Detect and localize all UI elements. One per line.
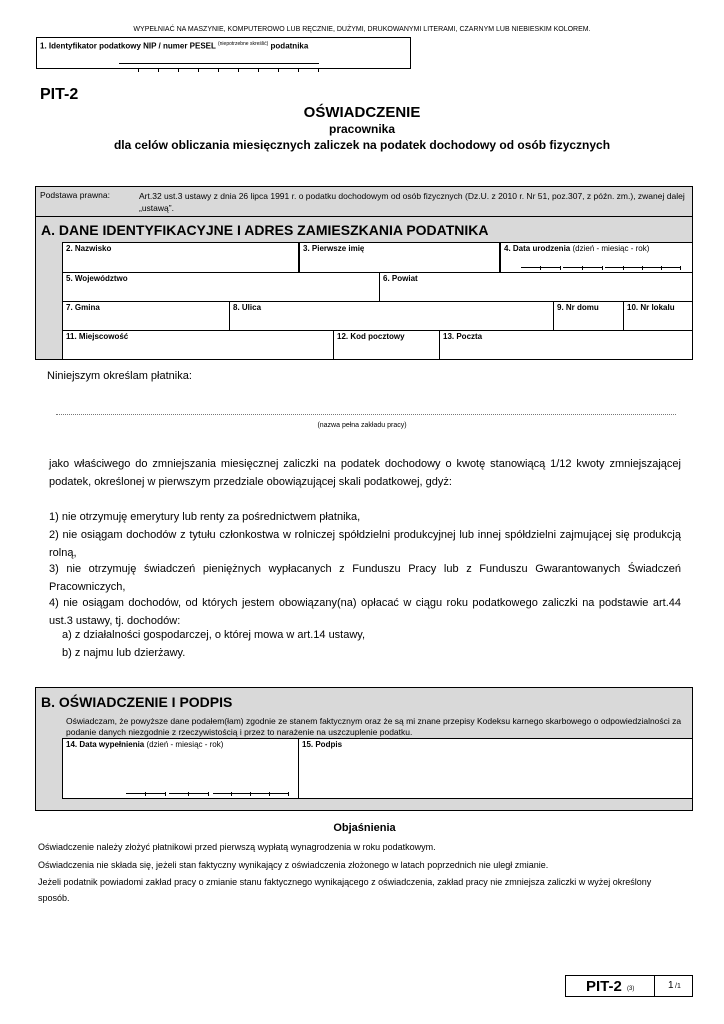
condition-4: 4) nie osiągam dochodów, od których jestem obowiązany(na) opłacać w ciągu roku podatkowego zaliczki na podstawie art.44 ust.3 ustawy, tj. dochodów: — [49, 597, 681, 627]
birth-date-label: 4. Data urodzenia — [504, 244, 571, 253]
county-field[interactable] — [379, 272, 693, 302]
form-subtitle-1: pracownika — [328, 122, 396, 136]
subcondition-a: a) z działalności gospodarczej, o której mowa w art.14 ustawy, — [62, 629, 366, 641]
first-name-label: 3. Pierwsze imię — [303, 244, 365, 253]
taxpayer-id-ticks — [119, 59, 319, 64]
legal-basis-text: Art.32 ust.3 ustawy z dnia 26 lipca 1991 r. o podatku dochodowym od osób fizycznych (Dz.U. z 2010 r. Nr 51, poz.307, z późn. zm.), zwanej dalej „ustawą”. — [139, 191, 685, 213]
birth-date-note: (dzień - miesiąc - rok) — [572, 244, 650, 253]
post-office-field[interactable] — [439, 330, 693, 360]
house-number-label: 9. Nr domu — [557, 303, 599, 312]
surname-label: 2. Nazwisko — [66, 244, 112, 253]
footer-page-number: 1 — [668, 980, 674, 991]
signature-field[interactable] — [298, 738, 693, 799]
section-b-title: B. OŚWIADCZENIE I PODPIS — [41, 694, 233, 710]
footer-form-code: PIT-2 — [586, 978, 622, 995]
explanations-title: Objaśnienia — [333, 822, 396, 834]
condition-2: 2) nie osiągam dochodów z tytułu członkostwa w rolniczej spółdzielni produkcyjnej lub innej spółdzielni zajmującej się produkcją rolną, — [49, 529, 681, 559]
birth-date-ticks — [521, 263, 561, 268]
signature-label: 15. Podpis — [302, 740, 343, 749]
municipality-field[interactable] — [62, 301, 230, 331]
taxpayer-id-note: (niepotrzebne skreślić) — [217, 41, 269, 47]
explanation-1: Oświadczenie należy złożyć płatnikowi przed pierwszą wypłatą wynagrodzenia w roku podatkowym. — [38, 842, 436, 852]
footer-box — [565, 975, 693, 997]
legal-basis-label: Podstawa prawna: — [40, 190, 110, 200]
voivodeship-field[interactable] — [62, 272, 380, 302]
employer-caption: (nazwa pełna zakładu pracy) — [317, 422, 407, 429]
street-field[interactable] — [229, 301, 554, 331]
county-label: 6. Powiat — [383, 274, 418, 283]
taxpayer-id-box[interactable] — [36, 37, 411, 69]
fill-date-field[interactable] — [62, 738, 299, 799]
fill-date-ticks — [126, 789, 166, 794]
postal-code-field[interactable] — [333, 330, 440, 360]
taxpayer-id-label: 1. Identyfikator podatkowy NIP / numer PESEL — [40, 41, 216, 51]
fill-date-label: 14. Data wypełnienia — [66, 740, 145, 749]
postal-code-label: 12. Kod pocztowy — [337, 332, 405, 341]
employer-intro: Niniejszym określam płatnika: — [47, 370, 192, 382]
form-code: PIT-2 — [40, 86, 79, 103]
subcondition-b: b) z najmu lub dzierżawy. — [62, 647, 186, 659]
declaration-text: Oświadczam, że powyższe dane podałem(łam) zgodnie ze stanem faktycznym oraz że są mi znane przepisy Kodeksu karnego skarbowego o odpowiedzialności za podanie danych niezgodnie z rzeczywistością i przez to narażenie na uszczuplenie podatku. — [66, 716, 682, 737]
apartment-number-label: 10. Nr lokalu — [627, 303, 675, 312]
form-subtitle-2: dla celów obliczania miesięcznych zaliczek na podatek dochodowy od osób fizycznych — [113, 138, 611, 152]
taxpayer-id-suffix: podatnika — [270, 41, 309, 51]
footer-page-total: /1 — [675, 983, 681, 990]
explanation-2: Oświadczenia nie składa się, jeżeli stan faktyczny wynikający z oświadczenia złożonego w latach poprzednich nie uległ zmianie. — [38, 860, 549, 870]
form-title: OŚWIADCZENIE — [303, 104, 421, 121]
footer-version: (3) — [627, 986, 635, 992]
post-office-label: 13. Poczta — [443, 332, 483, 341]
section-a-title: A. DANE IDENTYFIKACYJNE I ADRES ZAMIESZKANIA PODATNIKA — [41, 222, 489, 238]
surname-field[interactable] — [62, 242, 299, 273]
fill-instruction: WYPEŁNIAĆ NA MASZYNIE, KOMPUTEROWO LUB RĘCZNIE, DUŻYMI, DRUKOWANYMI LITERAMI, CZARNYM LUB NIEBIESKIM KOLOREM. — [133, 26, 591, 33]
municipality-label: 7. Gmina — [66, 303, 100, 312]
employer-name-line[interactable] — [56, 404, 676, 415]
reduction-paragraph: jako właściwego do zmniejszania miesięcznej zaliczki na podatek dochodowy o kwotę stanowiącą 1/12 kwoty zmniejszającej podatek, określonej w pierwszym przedziale obowiązującej skali podatkowej, gdyż: — [49, 458, 681, 488]
condition-1: 1) nie otrzymuję emerytury lub renty za pośrednictwem płatnika, — [49, 511, 361, 523]
street-label: 8. Ulica — [233, 303, 262, 312]
explanation-3: Jeżeli podatnik powiadomi zakład pracy o zmianie stanu faktycznego wynikającego z oświadczenia, zakład pracy nie zmniejsza zaliczki w wyżej określony sposób. — [38, 877, 652, 903]
fill-date-note: (dzień - miesiąc - rok) — [146, 740, 224, 749]
city-field[interactable] — [62, 330, 334, 360]
apartment-number-field[interactable] — [623, 301, 693, 331]
first-name-field[interactable] — [299, 242, 500, 273]
birth-date-field[interactable] — [500, 242, 693, 273]
city-label: 11. Miejscowość — [66, 332, 129, 341]
voivodeship-label: 5. Województwo — [66, 274, 128, 283]
house-number-field[interactable] — [553, 301, 624, 331]
condition-3: 3) nie otrzymuję świadczeń pieniężnych wypłacanych z Funduszu Pracy lub z Funduszu Gwarantowanych Świadczeń Pracowniczych, — [49, 563, 681, 593]
